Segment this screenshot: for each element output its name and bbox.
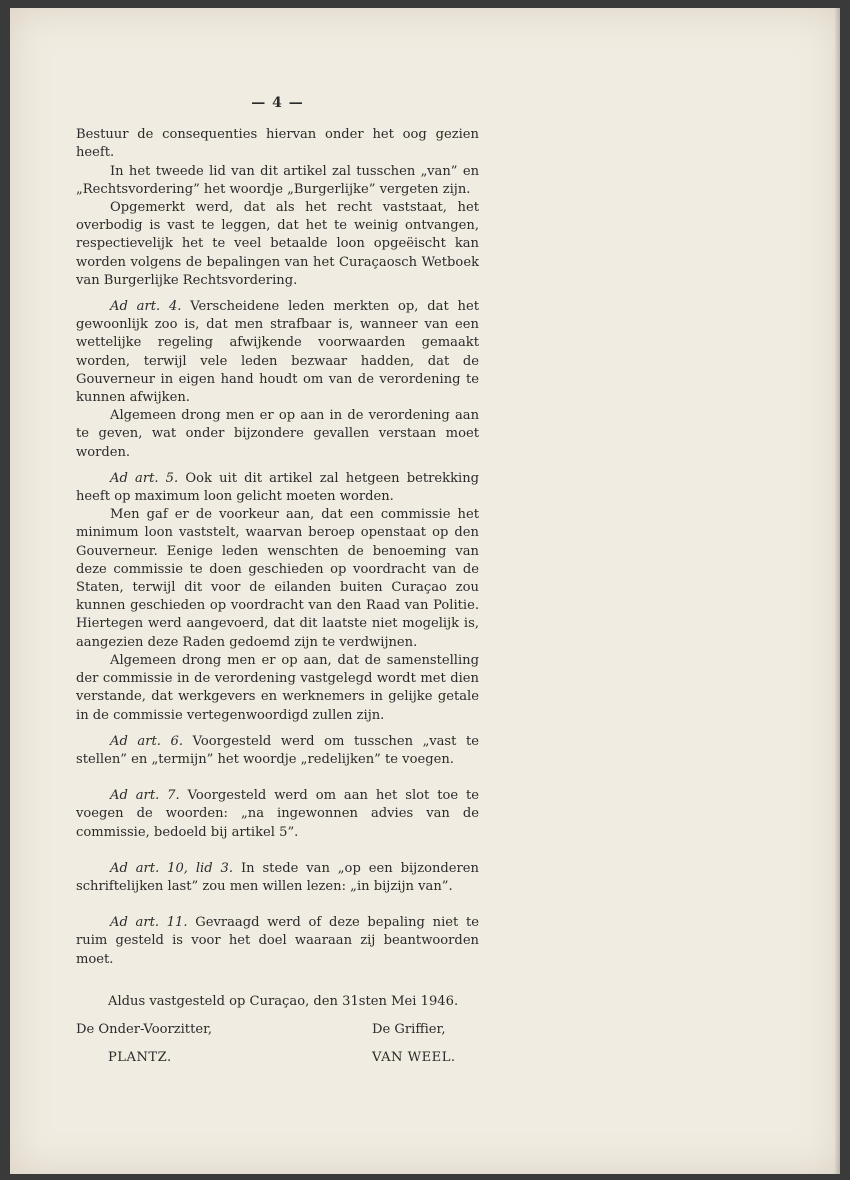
signatory-title-right: De Griffier, bbox=[372, 1021, 446, 1037]
paragraph-text: Voorgesteld werd om aan het slot toe te voegen de woorden: „na ingewonnen advies van de commissie, bedoeld bij artikel 5”. bbox=[76, 788, 480, 840]
signature-block bbox=[76, 1021, 479, 1081]
paragraph-text: Ook uit dit artikel zal hetgeen betrekking heeft op maximum loon gelicht moeten worden. bbox=[76, 470, 480, 505]
document-body bbox=[76, 94, 479, 1081]
closing-statement: Aldus vastgesteld op Curaçao, den 31sten Mei 1946. bbox=[108, 993, 459, 1009]
paragraph-art5 bbox=[76, 470, 479, 506]
paragraph: Bestuur de consequenties hiervan onder het oog gezien heeft. bbox=[76, 127, 479, 161]
paragraph-art10 bbox=[76, 860, 479, 896]
paragraph-art7 bbox=[76, 787, 479, 842]
article-label: Ad art. 11. bbox=[110, 915, 188, 931]
page-number: — 4 — bbox=[251, 95, 304, 111]
document-page bbox=[10, 8, 840, 1174]
paragraph-text: In stede van „op een bijzonderen schriftelijken last” zou men willen lezen: „in bijzijn van”. bbox=[76, 860, 479, 894]
article-label: Ad art. 10, lid 3. bbox=[110, 860, 234, 876]
paragraph-art6 bbox=[76, 733, 479, 769]
article-label: Ad art. 5. bbox=[110, 470, 179, 486]
paragraph-art4 bbox=[76, 298, 479, 407]
paragraph: Opgemerkt werd, dat als het recht vaststaat, het overbodig is vast te leggen, dat het te weinig ontvangen, respectievelijk het te veel betaalde loon opgeëischt kan worden volgens de bepalingen van het Curaçaosch Wetboek van Burgerlijke Rechtsvordering. bbox=[76, 200, 479, 288]
paragraph-text: Verscheidene leden merkten op, dat het gewoonlijk zoo is, dat men strafbaar is, wanneer van een wettelijke regeling afwijkende voorwaarden gemaakt worden, terwijl vele leden bezwaar hadden, dat de Gouverneur in eigen hand houdt om van de verordening te kunnen afwijken. bbox=[76, 299, 479, 406]
article-label: Ad art. 4. bbox=[110, 299, 182, 315]
paragraph-art11 bbox=[76, 914, 479, 969]
page-edge-shadow bbox=[834, 8, 840, 1174]
paragraph: Algemeen drong men er op aan, dat de samenstelling der commissie in de verordening vastgelegd wordt met dien verstande, dat werkgevers en werknemers in gelijke getale in de commissie vertegenwoordigd zullen zijn. bbox=[76, 652, 479, 723]
paragraph: Men gaf er de voorkeur aan, dat een commissie het minimum loon vaststelt, waarvan beroep openstaat op den Gouverneur. Eenige leden wenschten de benoeming van deze commissie te doen geschieden op voordracht van de Staten, terwijl dit voor de eilanden buiten Curaçao zou kunnen geschieden op voordracht van den Raad van Politie. Hiertegen werd aangevoerd, dat dit laatste niet mogelijk is, aangezien deze Raden gedoemd zijn te verdwijnen. bbox=[76, 507, 479, 650]
signatory-name-right: VAN WEEL. bbox=[372, 1049, 456, 1065]
article-label: Ad art. 7. bbox=[110, 788, 180, 804]
paragraph-text: Voorgesteld werd om tusschen „vast te stellen” en „termijn” het woordje „redelijken” te voegen. bbox=[76, 733, 479, 767]
signatory-name-left: PLANTZ. bbox=[108, 1049, 172, 1065]
paragraph-text: Gevraagd werd of deze bepaling niet te ruim gesteld is voor het doel waaraan zij beantwoorden moet. bbox=[76, 915, 479, 967]
signatory-title-left: De Onder-Voorzitter, bbox=[76, 1021, 213, 1037]
paragraph: Algemeen drong men er op aan in de verordening aan te geven, wat onder bijzondere gevallen verstaan moet worden. bbox=[76, 408, 479, 460]
article-label: Ad art. 6. bbox=[110, 733, 183, 749]
paragraph: In het tweede lid van dit artikel zal tusschen „van” en „Rechtsvordering” het woordje „Burgerlijke” vergeten zijn. bbox=[76, 163, 479, 197]
